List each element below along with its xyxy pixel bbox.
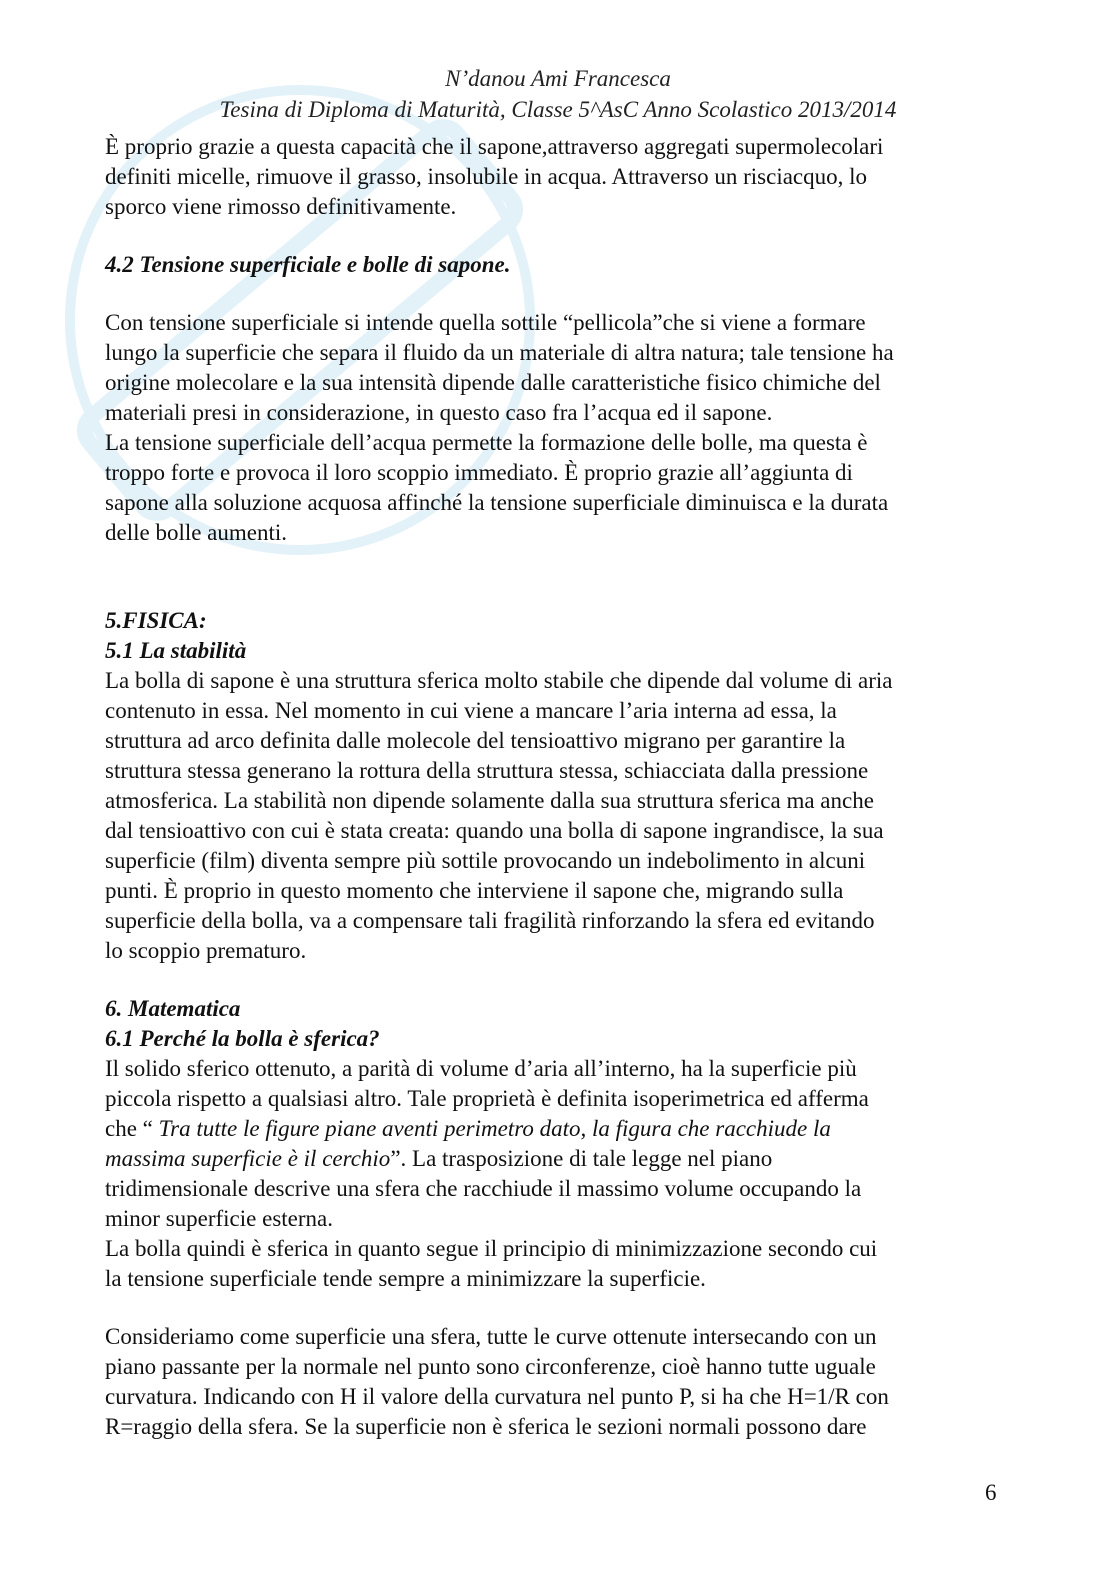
text-line: R=raggio della sfera. Se la superficie non è sferica le sezioni normali possono dare	[105, 1414, 867, 1439]
text-line: troppo forte e provoca il loro scoppio immediato. È proprio grazie all’aggiunta di	[105, 460, 853, 485]
text-line: atmosferica. La stabilità non dipende solamente dalla sua struttura sferica ma anche	[105, 788, 874, 813]
text-line	[105, 1144, 1005, 1174]
text-line: sapone alla soluzione acquosa affinché la tensione superficiale diminuisca e la durata	[105, 490, 889, 515]
text-line: piano passante per la normale nel punto sono circonferenze, cioè hanno tutte uguale	[105, 1354, 876, 1379]
text-line: Il solido sferico ottenuto, a parità di volume d’aria all’interno, ha la superficie più	[105, 1056, 857, 1081]
text-line: lo scoppio prematuro.	[105, 938, 307, 963]
quote-text: massima superficie è il cerchio	[105, 1146, 391, 1171]
section-heading-6: 6. Matematica	[105, 996, 241, 1021]
text-line: piccola rispetto a qualsiasi altro. Tale proprietà è definita isoperimetrica ed afferma	[105, 1086, 869, 1111]
text-line: curvatura. Indicando con H il valore della curvatura nel punto P, si ha che H=1/R con	[105, 1384, 889, 1409]
text-line: La tensione superficiale dell’acqua permette la formazione delle bolle, ma questa è	[105, 430, 868, 455]
header-author: N’danou Ami Francesca	[445, 66, 671, 91]
text-line: lungo la superficie che separa il fluido da un materiale di altra natura; tale tensione ha	[105, 340, 894, 365]
text-line: superficie della bolla, va a compensare tali fragilità rinforzando la sfera ed evitando	[105, 908, 875, 933]
text-line: La bolla di sapone è una struttura sferica molto stabile che dipende dal volume di aria	[105, 668, 893, 693]
text-line: minor superficie esterna.	[105, 1206, 333, 1231]
text-line: struttura ad arco definita dalle molecole del tensioattivo migrano per garantire la	[105, 728, 846, 753]
text-line: contenuto in essa. Nel momento in cui viene a mancare l’aria interna ad essa, la	[105, 698, 837, 723]
text-line: superficie (film) diventa sempre più sottile provocando un indebolimento in alcuni	[105, 848, 866, 873]
text-line: definiti micelle, rimuove il grasso, insolubile in acqua. Attraverso un risciacquo, lo	[105, 164, 868, 189]
document-body	[105, 132, 1005, 1442]
text-line: La bolla quindi è sferica in quanto segue il principio di minimizzazione secondo cui	[105, 1236, 878, 1261]
text-line: struttura stessa generano la rottura della struttura stessa, schiacciata dalla pressione	[105, 758, 869, 783]
text-line	[105, 1114, 1005, 1144]
text-line: È proprio grazie a questa capacità che il sapone,attraverso aggregati supermolecolari	[105, 134, 884, 159]
quote-text: Tra tutte le figure piane aventi perimetro dato, la figura che racchiude la	[158, 1116, 831, 1141]
section-subheading-5-1: 5.1 La stabilità	[105, 638, 247, 663]
text-line: Con tensione superficiale si intende quella sottile “pellicola”che si viene a formare	[105, 310, 866, 335]
text-fragment: ”. La trasposizione di tale legge nel piano	[390, 1146, 773, 1171]
section-heading-5: 5.FISICA:	[105, 608, 207, 633]
text-line: origine molecolare e la sua intensità dipende dalle caratteristiche fisico chimiche del	[105, 370, 881, 395]
text-fragment: che “	[105, 1116, 159, 1141]
text-line: materiali presi in considerazione, in questo caso fra l’acqua ed il sapone.	[105, 400, 773, 425]
header-title: Tesina di Diploma di Maturità, Classe 5^AsC Anno Scolastico 2013/2014	[219, 97, 897, 122]
text-line: sporco viene rimosso definitivamente.	[105, 194, 457, 219]
text-line: tridimensionale descrive una sfera che racchiude il massimo volume occupando la	[105, 1176, 862, 1201]
text-line: la tensione superficiale tende sempre a minimizzare la superficie.	[105, 1266, 706, 1291]
text-line: delle bolle aumenti.	[105, 520, 288, 545]
section-subheading-6-1: 6.1 Perché la bolla è sferica?	[105, 1026, 380, 1051]
text-line: punti. È proprio in questo momento che interviene il sapone che, migrando sulla	[105, 878, 844, 903]
page-number: 6	[985, 1480, 997, 1505]
section-heading-4-2: 4.2 Tensione superficiale e bolle di sapone.	[105, 252, 511, 277]
text-line: Consideriamo come superficie una sfera, tutte le curve ottenute intersecando con un	[105, 1324, 877, 1349]
text-line: dal tensioattivo con cui è stata creata: quando una bolla di sapone ingrandisce, la sua	[105, 818, 884, 843]
